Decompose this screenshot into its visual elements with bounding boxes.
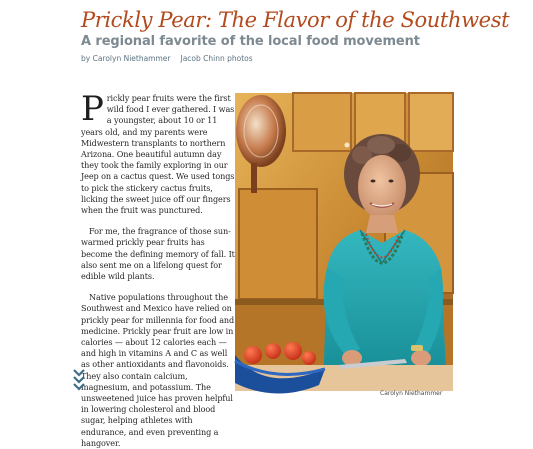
byline-photographer: Jacob Chinn photos [180, 54, 253, 63]
byline-author: by Carolyn Niethammer [81, 54, 171, 63]
article-photo [235, 93, 453, 391]
photo-credit: Carolyn Niethammer [380, 390, 443, 397]
paragraph-1-text: rickly pear fruits were the first wild food I ever gathered. I was a youngster, about 10 or 11 years old, and my parents were Midwestern transplants to northern Arizona. One beautiful autumn day they took the family exploring in our Jeep on a cactus quest. We used tongs to pick the stickery cactus fruits, licking the sweet juice off our fingers when the fruit was punctured. [81, 93, 235, 216]
paragraph-3: Native populations throughout the Southwest and Mexico have relied on prickly pear for millennia for food and medicine. Prickly pear fruit are low in calories — about 12 calories each — and high in vitamins A and C as well as other antioxidants and flavonoids. They also contain calcium, magnesium, and potassium. The unsweetened juice has proven helpful in lowering cholesterol and blood sugar, helping athletes with endurance, and even preventing a hangover. [81, 292, 235, 448]
drop-cap: P [81, 89, 104, 129]
scroll-down-button[interactable] [73, 368, 85, 396]
article-title: Prickly Pear: The Flavor of the Southwest [81, 8, 510, 32]
paragraph-1 [81, 89, 235, 216]
double-chevron-down-icon [73, 368, 85, 396]
paragraph-2: For me, the fragrance of those sun-warmed prickly pear fruits has become the defining memory of fall. It also sent me on a lifelong quest for edible wild plants. [81, 226, 235, 282]
article-body [81, 89, 235, 448]
article-subtitle: A regional favorite of the local food movement [81, 34, 420, 49]
byline [81, 54, 253, 63]
